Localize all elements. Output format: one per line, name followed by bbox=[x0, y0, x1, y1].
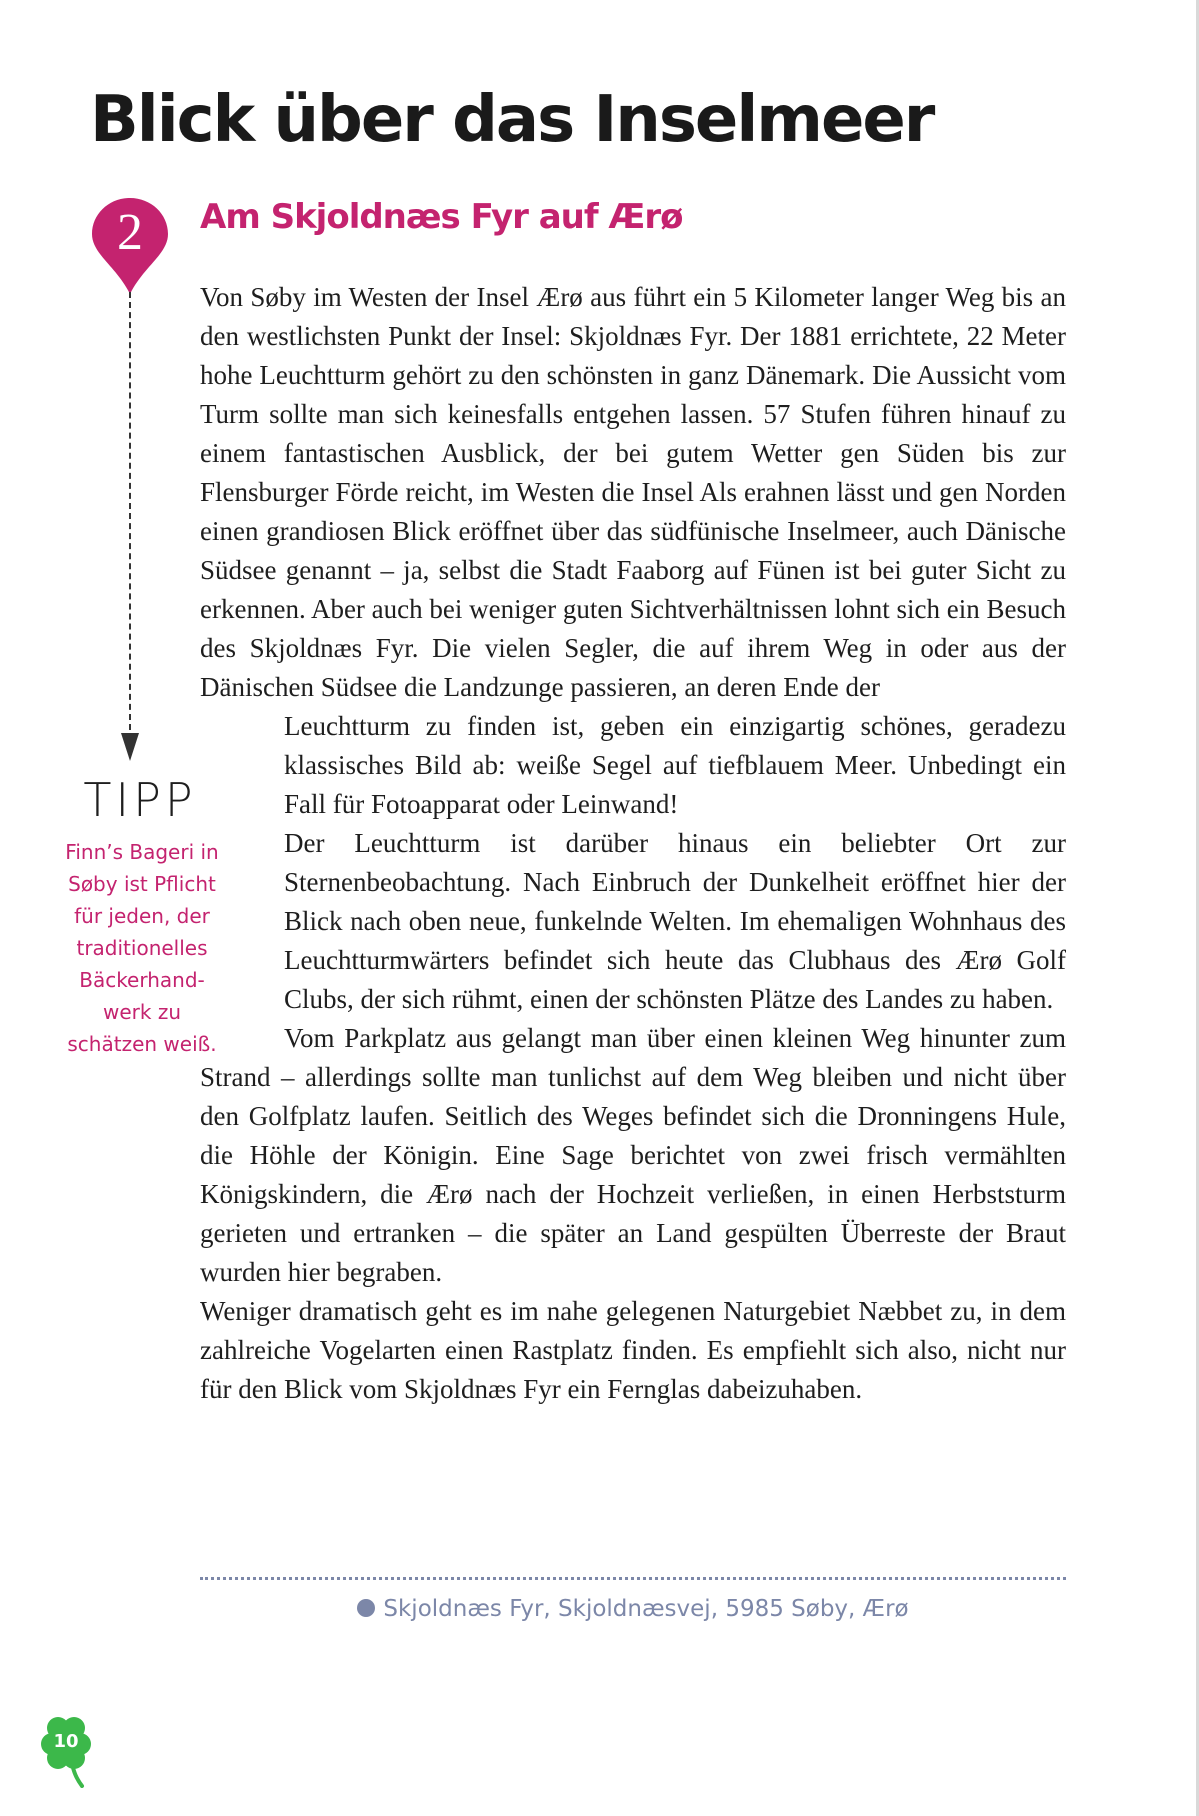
paragraph-3: Der Leuchtturm ist darüber hinaus ein beliebter Ort zur Sternenbeobachtung. Nach Einbruch der Dunkelheit eröffnet hier der Blick nach oben neue, funkelnde Welten. Im ehemaligen Wohnhaus des Leuchtturmwärters befindet sich heute das Clubhaus des Ærø Golf Clubs, der sich rühmt, einen der schönsten Plätze des Landes zu haben. bbox=[284, 828, 1066, 1014]
paragraph-2: Leuchtturm zu finden ist, geben ein einzigartig schönes, geradezu klassisches Bild ab: weiße Segel auf tiefblauem Meer. Unbedingt ein Fall für Fotoapparat oder Leinwand! bbox=[284, 711, 1066, 819]
paragraph-1: Von Søby im Westen der Insel Ærø aus führt ein 5 Kilometer langer Weg bis an den westlichsten Punkt der Insel: Skjoldnæs Fyr. Der 1881 errichtete, 22 Meter hohe Leuchtturm gehört zu den schönsten in ganz Dänemark. Die Aussicht vom Turm sollte man sich keinesfalls entgehen lassen. 57 Stufen führen hinauf zu einem fantastischen Ausblick, der bei gutem Wetter gen Süden bis zur Flensburger Förde reicht, im Westen die Insel Als erahnen lässt und gen Norden einen grandiosen Blick eröffnet über das südfünische Inselmeer, auch Dänische Südsee genannt – ja, selbst die Stadt Faaborg auf Fünen ist bei guter Sicht zu erkennen. Aber auch bei weniger guten Sichtverhältnissen lohnt sich ein Besuch des Skjoldnæs Fyr. Die vielen Segler, die auf ihrem Weg in oder aus der Dänischen Südsee die Landzunge passieren, an deren Ende der bbox=[200, 282, 1067, 702]
map-pin-icon bbox=[90, 196, 170, 296]
paragraph-5: Weniger dramatisch geht es im nahe gelegenen Naturgebiet Næbbet zu, in dem zahlreiche Vogelarten einen Rastplatz finden. Es empfiehlt sich also, nicht nur für den Blick vom Skjoldnæs Fyr ein Fernglas dabeizuhaben. bbox=[200, 1296, 1066, 1404]
location-line bbox=[200, 1594, 1066, 1624]
article-body bbox=[200, 278, 1066, 1409]
tip-text: Finn’s Bageri in Søby ist Pflicht für jeden, der traditionelles Bäckerhandwerk zu schätzen weiß. bbox=[65, 840, 219, 1056]
page-number: 10 bbox=[53, 1731, 79, 1752]
tip-heading: TIPP bbox=[83, 773, 197, 827]
paragraph-4: Vom Parkplatz aus gelangt man über einen kleinen Weg hinunter zum Strand – allerdings sollte man tunlichst auf dem Weg bleiben und nicht über den Golfplatz laufen. Seitlich des Weges befindet sich die Dronningens Hule, die Höhle der Königin. Eine Sage berichtet von zwei frisch vermählten Königskindern, die Ærø nach der Hochzeit verließen, in einen Herbststurm gerieten und ertranken – die später an Land gespülten Überreste der Braut wurden hier begraben. bbox=[200, 1023, 1066, 1287]
dotted-divider bbox=[200, 1577, 1066, 1580]
dashed-guide-line bbox=[129, 292, 131, 730]
arrow-down-icon bbox=[121, 733, 139, 761]
page-title: Blick über das Inselmeer bbox=[90, 83, 934, 157]
dot-icon bbox=[357, 1599, 375, 1617]
marker-number: 2 bbox=[117, 204, 143, 261]
section-subtitle: Am Skjoldnæs Fyr auf Ærø bbox=[200, 197, 683, 237]
location-text: Skjoldnæs Fyr, Skjoldnæsvej, 5985 Søby, Ærø bbox=[383, 1596, 909, 1622]
